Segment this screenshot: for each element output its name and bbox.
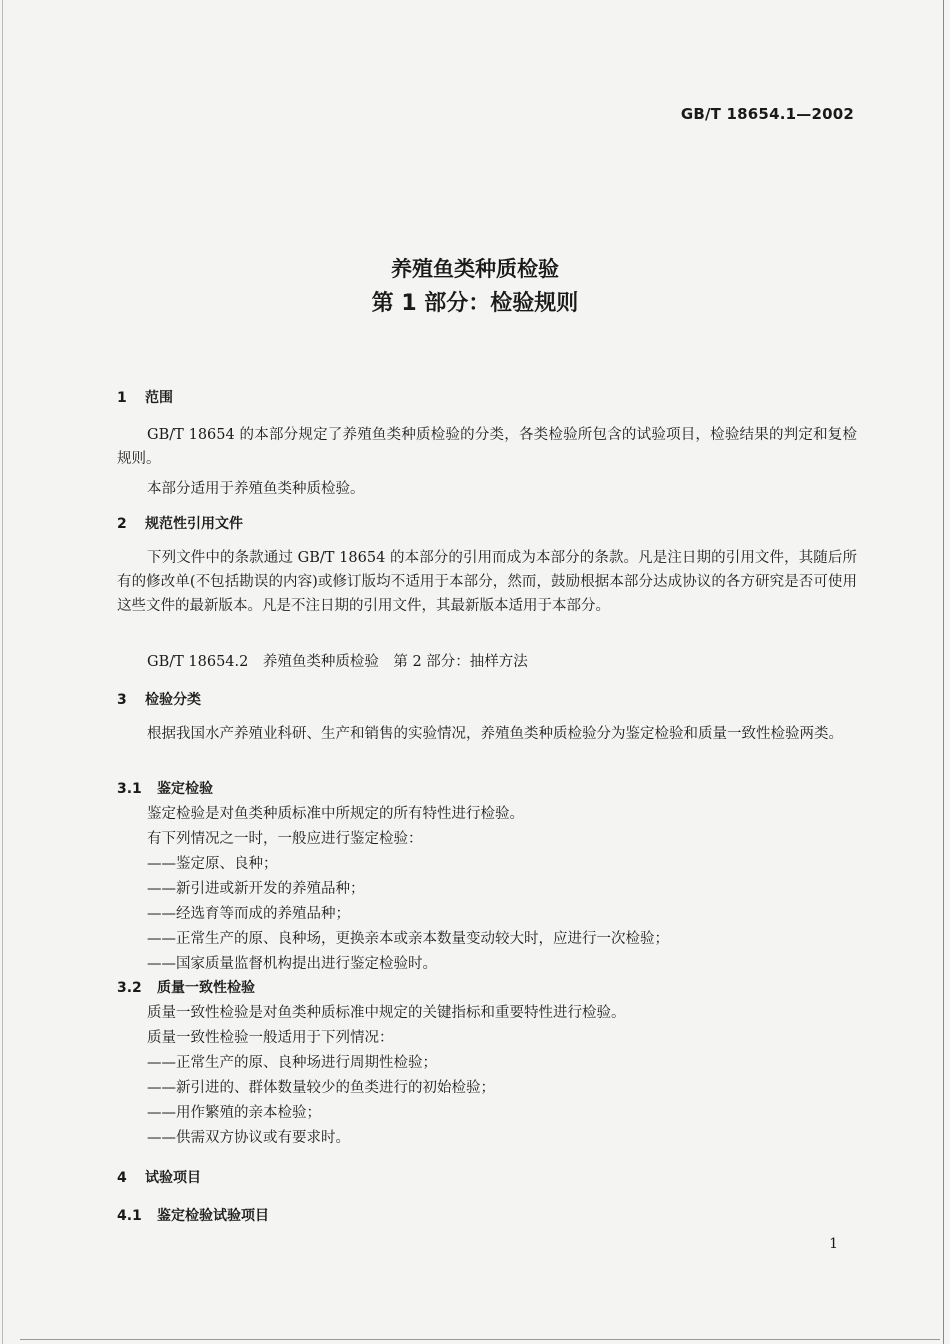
section-3-para-1: 根据我国水产养殖业科研、生产和销售的实验情况，养殖鱼类种质检验分为鉴定检验和质量一致性检验两类。 — [147, 726, 843, 742]
list-item: ——经选育等而成的养殖品种； — [147, 906, 350, 922]
section-title: 质量一致性检验 — [157, 980, 255, 996]
section-number: 3.1 — [117, 781, 142, 797]
section-title: 鉴定检验试验项目 — [157, 1208, 269, 1224]
section-3-2-line-1: 质量一致性检验是对鱼类种质标准中规定的关键指标和重要特性进行检验。 — [147, 1005, 626, 1021]
section-title: 试验项目 — [145, 1170, 201, 1186]
list-item: ——正常生产的原、良种场，更换亲本或亲本数量变动较大时，应进行一次检验； — [147, 931, 669, 947]
section-number: 2 — [117, 516, 127, 532]
normative-reference: GB/T 18654.2 养殖鱼类种质检验 第 2 部分：抽样方法 — [147, 654, 528, 670]
list-item: ——用作繁殖的亲本检验； — [147, 1105, 321, 1121]
section-4-1-heading — [117, 1205, 269, 1225]
section-title: 范围 — [145, 390, 173, 406]
doc-subtitle: 第 1 部分：检验规则 — [371, 291, 579, 316]
scan-edge-right — [943, 0, 944, 1344]
list-item: ——鉴定原、良种； — [147, 856, 278, 872]
section-1-para-1: GB/T 18654 的本部分规定了养殖鱼类种质检验的分类，各类检验所包含的试验项目，检验结果的判定和复检规则。 — [117, 427, 857, 467]
list-item: ——新引进的、群体数量较少的鱼类进行的初始检验； — [147, 1080, 495, 1096]
section-number: 1 — [117, 390, 127, 406]
section-number: 3 — [117, 692, 127, 708]
scan-edge-left — [2, 0, 3, 1344]
list-item: ——供需双方协议或有要求时。 — [147, 1130, 350, 1146]
page-number: 1 — [829, 1236, 838, 1252]
section-2-para-1: 下列文件中的条款通过 GB/T 18654 的本部分的引用而成为本部分的条款。凡是注日期的引用文件，其随后所有的修改单(不包括勘误的内容)或修订版均不适用于本部分，然而，鼓励根据本部分达成协议的各方研究是否可使用这些文件的最新版本。凡是不注日期的引用文件，其最新版本适用于本部分。 — [117, 550, 857, 614]
section-number: 4.1 — [117, 1208, 142, 1224]
section-3-2-line-2: 质量一致性检验一般适用于下列情况： — [147, 1030, 394, 1046]
section-title: 检验分类 — [145, 692, 201, 708]
section-number: 4 — [117, 1170, 127, 1186]
doc-title: 养殖鱼类种质检验 — [391, 257, 559, 281]
section-2-heading — [117, 513, 243, 533]
section-title: 鉴定检验 — [157, 781, 213, 797]
section-3-2-heading — [117, 977, 255, 997]
section-3-1-line-2: 有下列情况之一时，一般应进行鉴定检验： — [147, 831, 423, 847]
section-4-heading — [117, 1167, 201, 1187]
scan-edge-bottom — [20, 1339, 940, 1340]
section-1-para-2: 本部分适用于养殖鱼类种质检验。 — [147, 481, 365, 497]
section-3-heading — [117, 689, 201, 709]
section-3-1-heading — [117, 778, 213, 798]
list-item: ——国家质量监督机构提出进行鉴定检验时。 — [147, 956, 437, 972]
section-number: 3.2 — [117, 980, 142, 996]
section-3-1-line-1: 鉴定检验是对鱼类种质标准中所规定的所有特性进行检验。 — [147, 806, 524, 822]
section-title: 规范性引用文件 — [145, 516, 243, 532]
list-item: ——正常生产的原、良种场进行周期性检验； — [147, 1055, 437, 1071]
list-item: ——新引进或新开发的养殖品种； — [147, 881, 365, 897]
section-1-heading — [117, 387, 173, 407]
standard-code: GB/T 18654.1—2002 — [680, 105, 854, 123]
